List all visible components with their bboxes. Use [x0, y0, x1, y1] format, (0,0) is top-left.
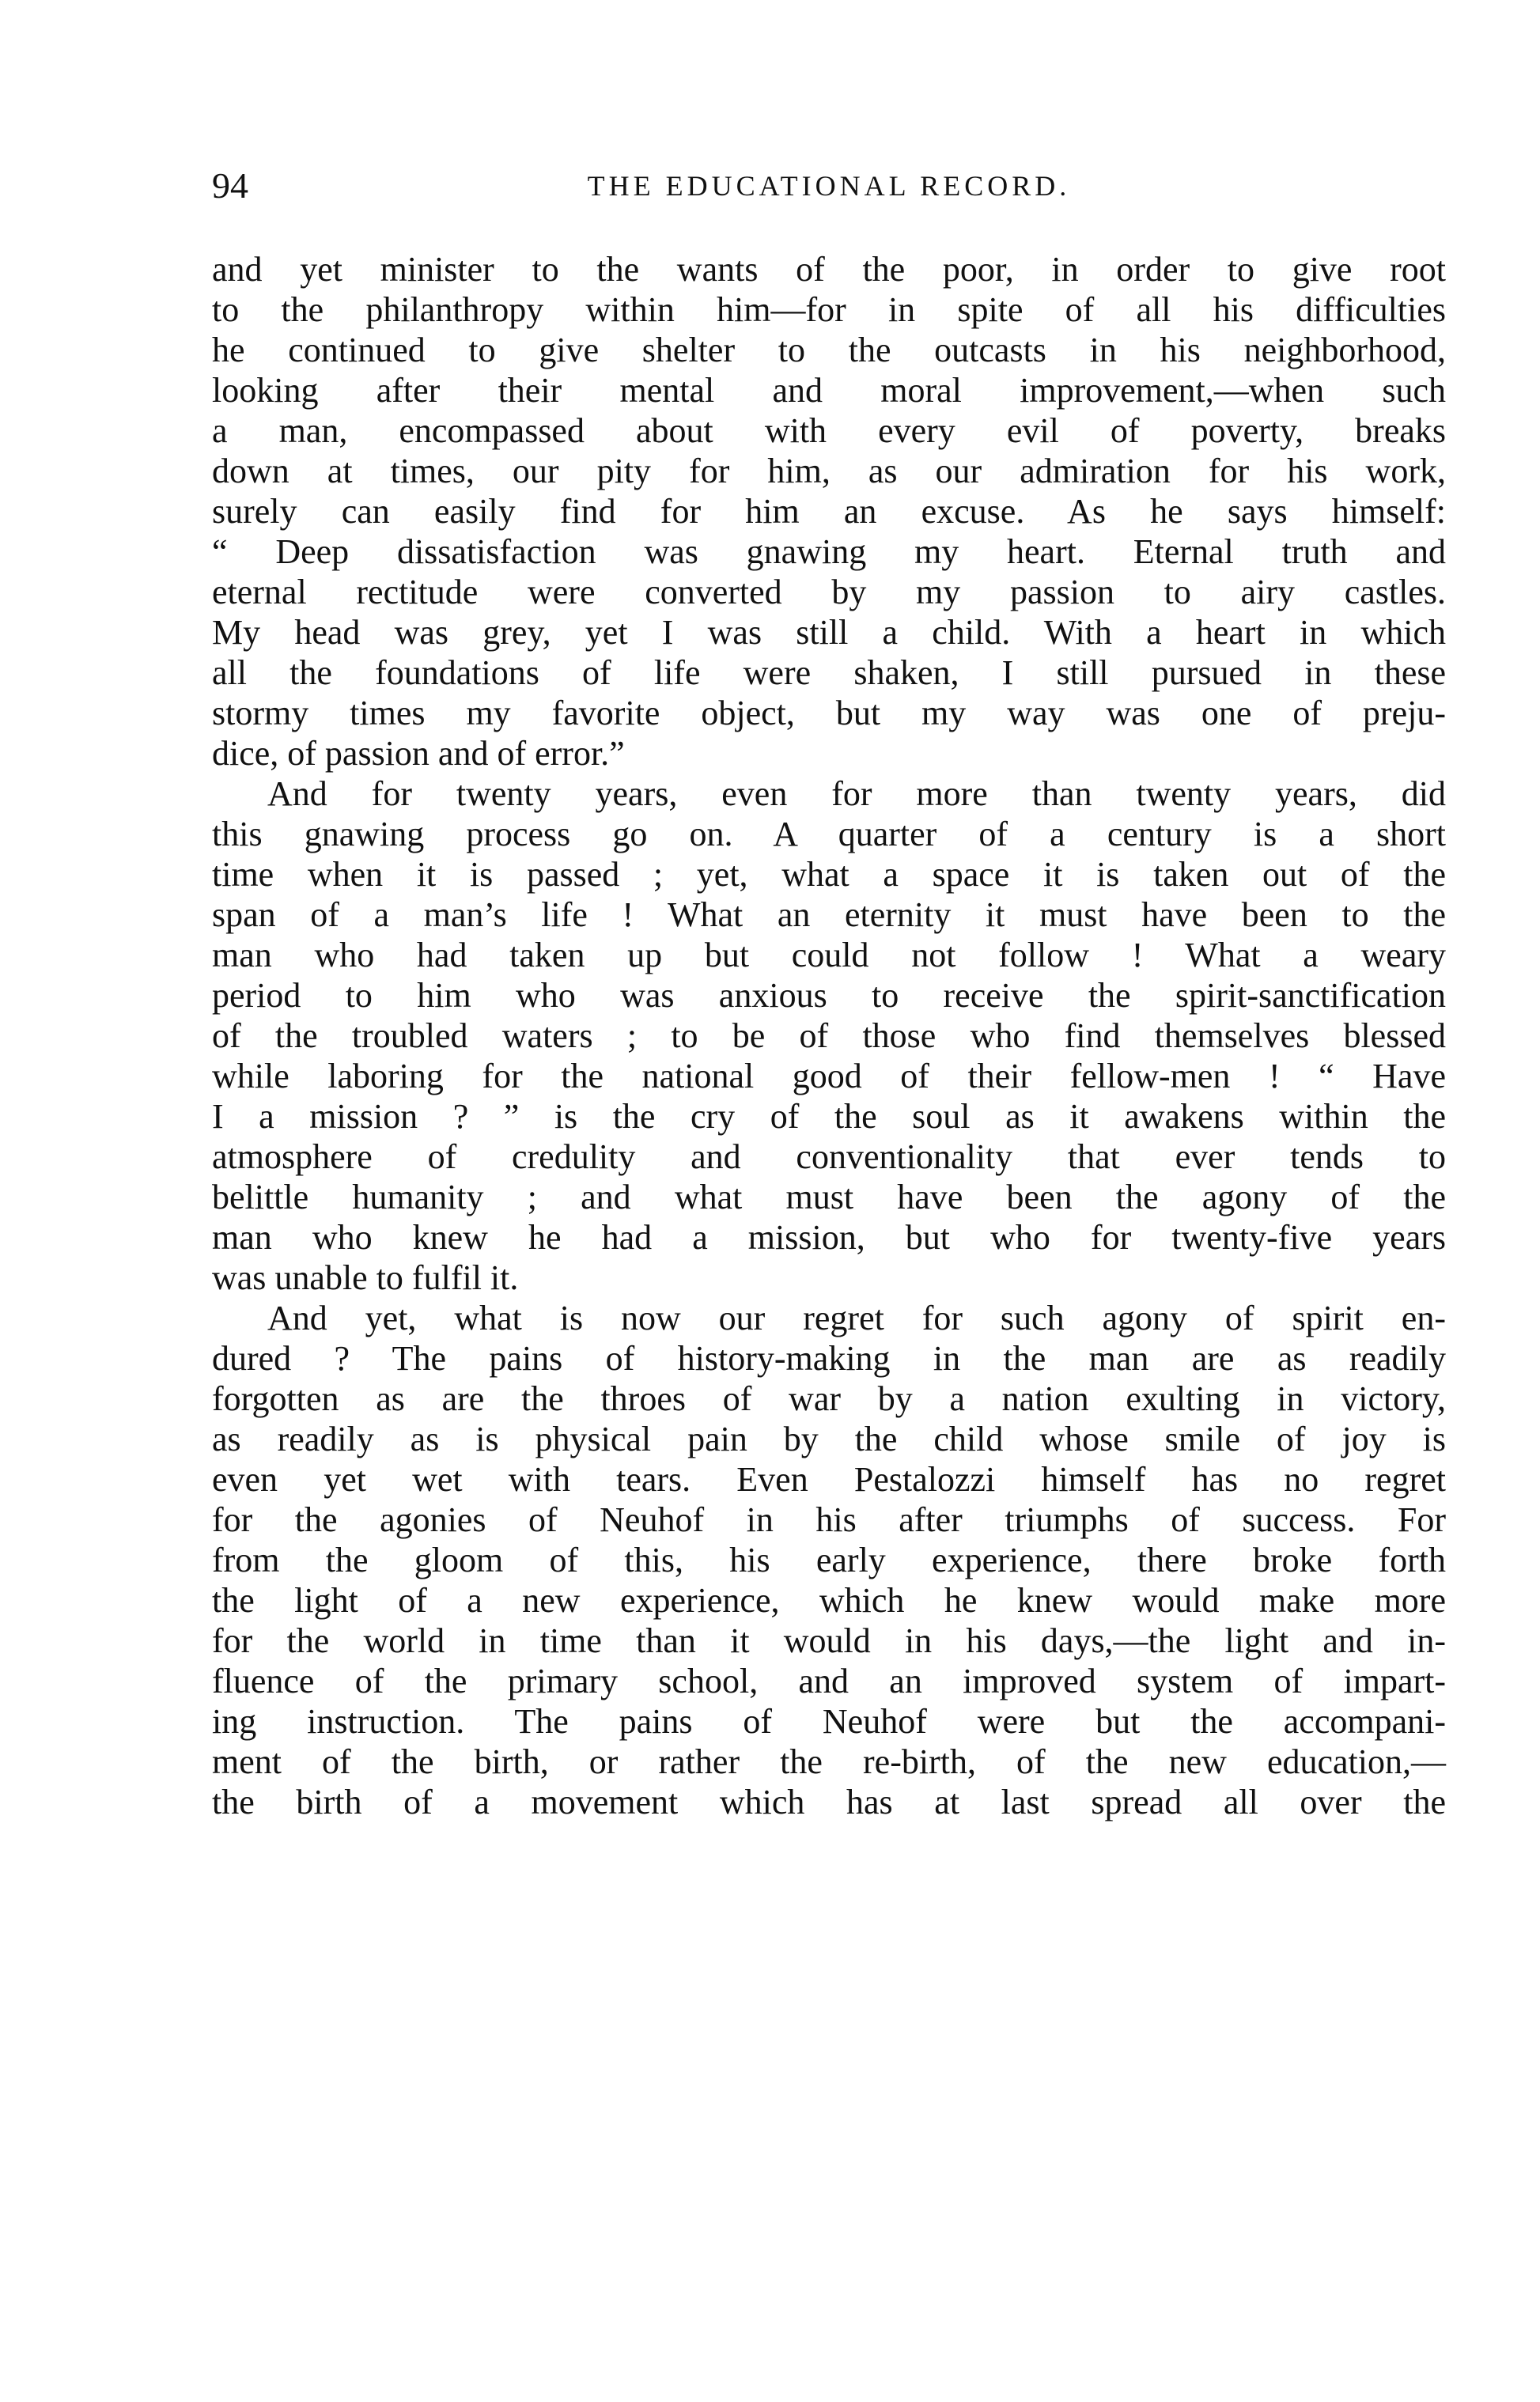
- text-line: looking after their mental and moral improvement,—when such: [212, 371, 1446, 410]
- text-line: forgotten as are the throes of war by a nation exulting in victory,: [212, 1379, 1446, 1418]
- page-number: 94: [212, 165, 248, 206]
- text-line: the light of a new experience, which he knew would make more: [212, 1581, 1446, 1620]
- text-line: for the agonies of Neuhof in his after triumphs of success. For: [212, 1500, 1446, 1539]
- text-line: and yet minister to the wants of the poor, in order to give root: [212, 250, 1446, 289]
- text-line: while laboring for the national good of their fellow-men ! “ Have: [212, 1057, 1446, 1095]
- text-line: surely can easily find for him an excuse. As he says himself:: [212, 492, 1446, 531]
- text-line: stormy times my favorite object, but my way was one of preju-: [212, 694, 1446, 732]
- text-line: dured ? The pains of history-making in the man are as readily: [212, 1339, 1446, 1378]
- text-line: a man, encompassed about with every evil of poverty, breaks: [212, 411, 1446, 450]
- text-line: as readily as is physical pain by the child whose smile of joy is: [212, 1420, 1446, 1458]
- paragraph-2: [212, 774, 1446, 1298]
- text-line: belittle humanity ; and what must have been the agony of the: [212, 1178, 1446, 1216]
- text-line: “ Deep dissatisfaction was gnawing my heart. Eternal truth and: [212, 532, 1446, 571]
- paragraph-3: [212, 1298, 1446, 1822]
- body-text: [212, 249, 1446, 1822]
- text-line: And yet, what is now our regret for such agony of spirit en-: [267, 1299, 1446, 1337]
- text-line: was unable to fulfil it.: [212, 1258, 519, 1297]
- text-line: from the gloom of this, his early experience, there broke forth: [212, 1541, 1446, 1579]
- text-line: even yet wet with tears. Even Pestalozzi himself has no regret: [212, 1460, 1446, 1499]
- text-line: for the world in time than it would in his days,—the light and in-: [212, 1621, 1446, 1660]
- text-line: down at times, our pity for him, as our admiration for his work,: [212, 452, 1446, 490]
- text-line: the birth of a movement which has at last spread all over the: [212, 1783, 1446, 1821]
- text-line: ment of the birth, or rather the re-birth, of the new education,—: [212, 1742, 1446, 1781]
- running-head: [212, 162, 1446, 210]
- text-line: My head was grey, yet I was still a child. With a heart in which: [212, 613, 1446, 652]
- text-line: all the foundations of life were shaken, I still pursued in these: [212, 653, 1446, 692]
- text-line: man who had taken up but could not follow ! What a weary: [212, 936, 1446, 974]
- text-line: time when it is passed ; yet, what a space it is taken out of the: [212, 855, 1446, 894]
- text-line: atmosphere of credulity and conventionality that ever tends to: [212, 1137, 1446, 1176]
- text-line: of the troubled waters ; to be of those who find themselves blessed: [212, 1016, 1446, 1055]
- text-line: span of a man’s life ! What an eternity it must have been to the: [212, 895, 1446, 934]
- text-line: dice, of passion and of error.”: [212, 734, 625, 773]
- text-line: to the philanthropy within him—for in spite of all his difficulties: [212, 290, 1446, 329]
- text-line: I a mission ? ” is the cry of the soul as it awakens within the: [212, 1097, 1446, 1136]
- text-line: And for twenty years, even for more than twenty years, did: [267, 774, 1446, 813]
- journal-title: THE EDUCATIONAL RECORD.: [587, 170, 1071, 202]
- text-line: period to him who was anxious to receive the spirit-sanctification: [212, 976, 1446, 1015]
- text-line: he continued to give shelter to the outcasts in his neighborhood,: [212, 331, 1446, 369]
- text-line: this gnawing process go on. A quarter of a century is a short: [212, 815, 1446, 853]
- text-line: fluence of the primary school, and an improved system of impart-: [212, 1662, 1446, 1700]
- text-line: ing instruction. The pains of Neuhof were but the accompani-: [212, 1702, 1446, 1741]
- text-line: eternal rectitude were converted by my passion to airy castles.: [212, 573, 1446, 611]
- paragraph-1: [212, 249, 1446, 774]
- text-line: man who knew he had a mission, but who for twenty-five years: [212, 1218, 1446, 1257]
